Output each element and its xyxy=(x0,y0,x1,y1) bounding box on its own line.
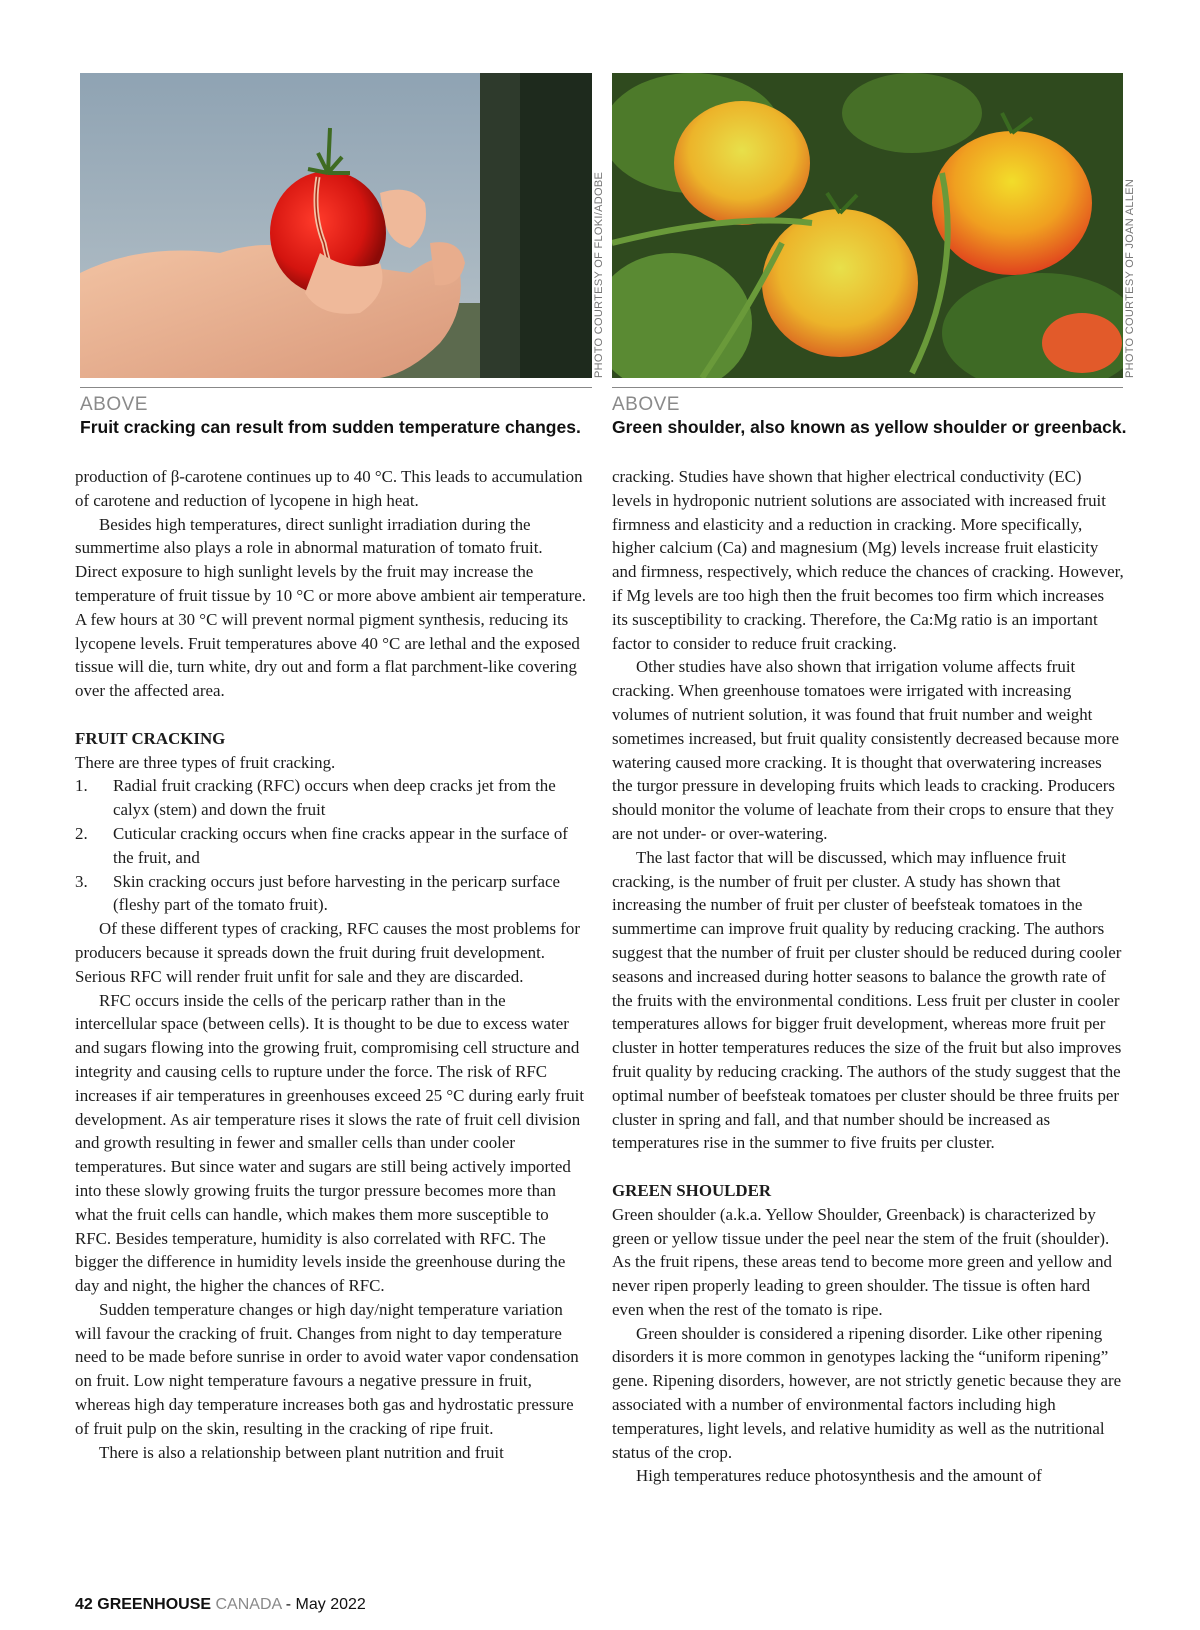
list-item: 2. Cuticular cracking occurs when fine cracks appear in the surface of the fruit, and xyxy=(75,823,568,867)
photo-credit-left: PHOTO COURTESY OF FLOKI/ADOBE xyxy=(593,171,605,378)
paragraph: Green shoulder (a.k.a. Yellow Shoulder, Greenback) is characterized by green or yellow tissue under the peel near the stem of the fruit (shoulder). As the fruit ripens, these areas tend to become more green and yellow and never ripen properly leading to green shoulder. The tissue is often hard even when the rest of the tomato is ripe. xyxy=(612,1204,1112,1319)
caption-text-left: Fruit cracking can result from sudden temperature changes. xyxy=(80,417,581,437)
photo-credit-right: PHOTO COURTESY OF JOAN ALLEN xyxy=(1124,178,1136,378)
caption-rule-right xyxy=(612,387,1123,388)
caption-text-right: Green shoulder, also known as yellow shoulder or greenback. xyxy=(612,417,1127,437)
paragraph: Of these different types of cracking, RFC causes the most problems for producers because it spreads down the fruit during fruit development. Serious RFC will render fruit unfit for sale and they are discarded. xyxy=(75,919,580,986)
issue-date: - May 2022 xyxy=(285,1596,366,1613)
magazine-name: GREENHOUSE xyxy=(97,1596,212,1613)
article-column-left xyxy=(75,465,587,1464)
paragraph: Green shoulder is considered a ripening disorder. Like other ripening disorders it is more common in genotypes lacking the “uniform ripening” gene. Ripening disorders, however, are not strictly genetic because they are associated with a number of environmental factors including high temperatures, light levels, and relative humidity as well as the nutritional status of the crop. xyxy=(612,1323,1122,1462)
list-intro: There are three types of fruit cracking. xyxy=(75,752,336,772)
paragraph: The last factor that will be discussed, which may influence fruit cracking, is the number of fruit per cluster. A study has shown that increasing the number of fruit per cluster of beefsteak tomatoes in the summertime can improve fruit quality by reducing cracking. The authors suggest that the number of fruit per cluster should be reduced during cooler seasons and increased during hotter seasons to balance the growth rate of the fruits with the environmental conditions. Less fruit per cluster in cooler temperatures allows for bigger fruit development, whereas more fruit per cluster in hotter temperatures reduces the size of the fruit but also improves fruit quality by reducing cracking. The authors of the study suggest that the optimal number of beefsteak tomatoes per cluster should be three fruits per cluster in spring and fall, and that number should be increased as temperatures rise in the summer to five fruits per cluster. xyxy=(612,847,1122,1153)
paragraph: cracking. Studies have shown that higher electrical conductivity (EC) levels in hydroponic nutrient solutions are associated with increased fruit firmness and elasticity and a reduction in cracking. More specifically, higher calcium (Ca) and magnesium (Mg) levels increase fruit elasticity and firmness, respectively, which reduce the chances of cracking. However, if Mg levels are too high then the fruit becomes too firm which increases its susceptibility to cracking. Therefore, the Ca:Mg ratio is an important factor to consider to reduce fruit cracking. xyxy=(612,467,1124,653)
paragraph: There is also a relationship between plant nutrition and fruit xyxy=(99,1442,504,1462)
photo-cracked-tomato xyxy=(80,73,592,378)
photo-green-shoulder-tomatoes xyxy=(612,73,1123,378)
cracking-types-list xyxy=(75,774,587,917)
list-item: 1. Radial fruit cracking (RFC) occurs when deep cracks jet from the calyx (stem) and down the fruit xyxy=(75,776,556,820)
page-number: 42 xyxy=(75,1596,93,1613)
page-footer xyxy=(75,1596,366,1614)
article-column-right xyxy=(612,465,1124,1488)
section-heading-fruit-cracking: FRUIT CRACKING xyxy=(75,728,226,748)
caption-rule-left xyxy=(80,387,592,388)
paragraph: RFC occurs inside the cells of the pericarp rather than in the intercellular space (between cells). It is thought to be due to excess water and sugars flowing into the growing fruit, compromising cell structure and integrity and causing cells to rupture under the force. The risk of RFC increases if air temperatures in greenhouses exceed 25 °C during early fruit development. As air temperature rises it slows the rate of fruit cell division and growth resulting in fewer and smaller cells than under cooler temperatures. But since water and sugars are still being actively imported into these slowly growing fruits the turgor pressure becomes more than what the fruit cells can handle, which makes them more susceptible to RFC. Besides temperature, humidity is also correlated with RFC. The bigger the difference in humidity levels inside the greenhouse during the day and night, the higher the chances of RFC. xyxy=(75,990,585,1296)
magazine-country: CANADA xyxy=(215,1596,282,1613)
list-item: 3. Skin cracking occurs just before harvesting in the pericarp surface (fleshy part of the tomato fruit). xyxy=(75,871,560,915)
paragraph: High temperatures reduce photosynthesis and the amount of xyxy=(636,1466,1042,1486)
paragraph: Besides high temperatures, direct sunlight irradiation during the summertime also plays a role in abnormal maturation of tomato fruit. Direct exposure to high sunlight levels by the fruit may increase the temperature of fruit tissue by 10 °C or more above ambient air temperature. A few hours at 30 °C will prevent normal pigment synthesis, reducing its lycopene levels. Fruit temperatures above 40 °C are lethal and the exposed tissue will die, turn white, dry out and form a flat parchment-like covering over the affected area. xyxy=(75,514,586,701)
paragraph: Sudden temperature changes or high day/night temperature variation will favour the cracking of fruit. Changes from night to day temperature need to be made before sunrise in order to avoid water vapor condensation on fruit. Low night temperature favours a negative pressure in fruit, whereas high day temperature increases both gas and hydrostatic pressure of fruit pulp on the skin, resulting in the cracking of ripe fruit. xyxy=(75,1299,579,1438)
section-heading-green-shoulder: GREEN SHOULDER xyxy=(612,1180,772,1200)
paragraph: Other studies have also shown that irrigation volume affects fruit cracking. When greenhouse tomatoes were irrigated with increasing volumes of nutrient solution, it was found that fruit number and weight sometimes increased, but fruit quality consistently decreased because more watering caused more cracking. It is thought that overwatering increases the turgor pressure in developing fruits which leads to cracking. Producers should monitor the volume of leachate from their crops to ensure that they are not under- or over-watering. xyxy=(612,657,1120,843)
caption-label-right: ABOVE xyxy=(612,394,680,415)
paragraph: production of β-carotene continues up to 40 °C. This leads to accumulation of carotene and reduction of lycopene in high heat. xyxy=(75,467,583,510)
caption-label-left: ABOVE xyxy=(80,394,148,415)
